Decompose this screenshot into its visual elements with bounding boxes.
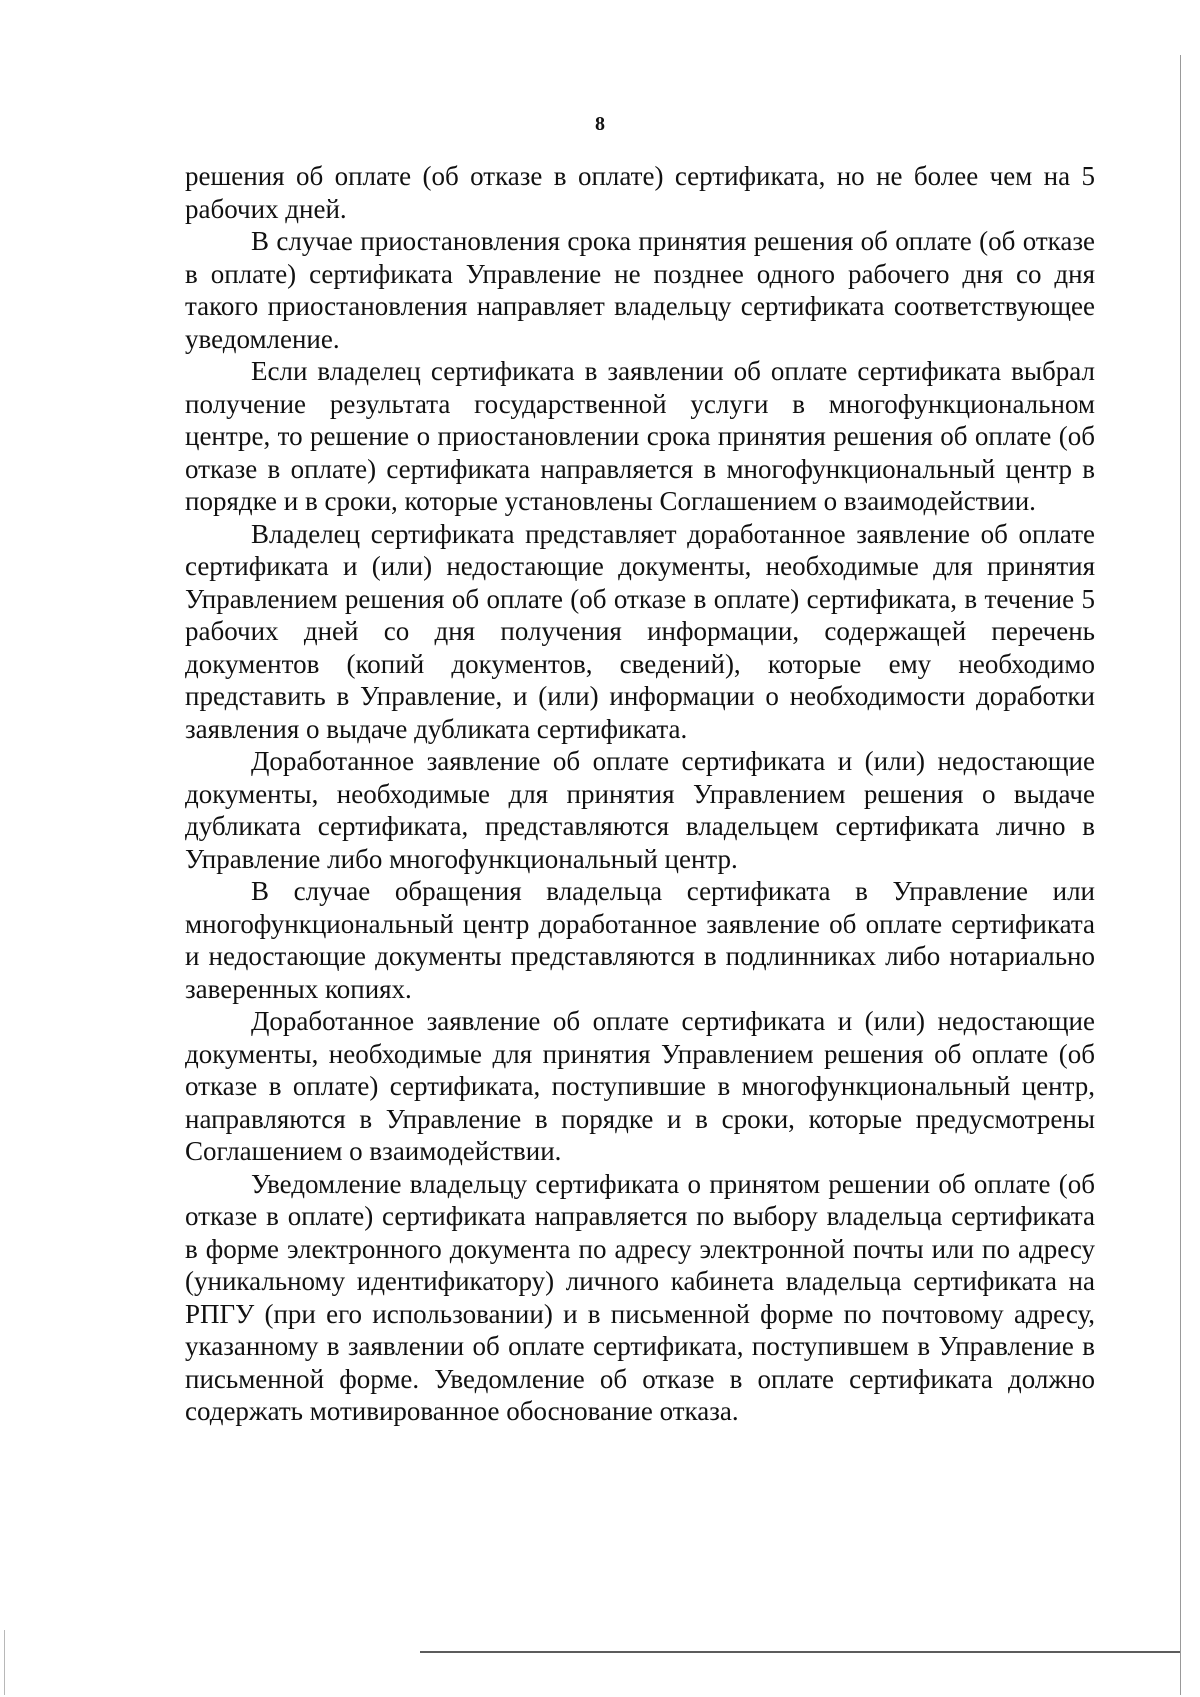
- paragraph-2: В случае приостановления срока принятия решения об оплате (об отказе в оплате) сертификата Управление не позднее одного рабочего дня со дня такого приостановления направляет владельцу сертификата соответствующее уведомление.: [185, 226, 1095, 354]
- scan-edge-right: [1180, 55, 1181, 1695]
- paragraph-8: Уведомление владельцу сертификата о принятом решении об оплате (об отказе в оплате) сертификата направляется по выбору владельца сертификата в форме электронного документа по адресу электронной почты или по адресу (уникальному идентификатору) личного кабинета владельца сертификата на РПГУ (при его использовании) и в письменной форме по почтовому адресу, указанному в заявлении об оплате сертификата, поступившем в Управление в письменной форме. Уведомление об отказе в оплате сертификата должно содержать мотивированное обоснование отказа.: [185, 1168, 1095, 1426]
- scan-edge-bottom: [420, 1651, 1180, 1653]
- paragraph-5: Доработанное заявление об оплате сертификата и (или) недостающие документы, необходимые для принятия Управлением решения о выдаче дубликата сертификата, представляются владельцем сертификата лично в Управление либо многофункциональный центр.: [185, 746, 1095, 874]
- paragraph-4: Владелец сертификата представляет доработанное заявление об оплате сертификата и (или) недостающие документы, необходимые для принятия Управлением решения об оплате (об отказе в оплате) сертификата, в течение 5 рабочих дней со дня получения информации, содержащей перечень документов (копий документов, сведений), которые ему необходимо представить в Управление, и (или) информации о необходимости доработки заявления о выдаче дубликата сертификата.: [185, 518, 1095, 744]
- paragraph-6: В случае обращения владельца сертификата в Управление или многофункциональный центр доработанное заявление об оплате сертификата и недостающие документы представляются в подлинниках либо нотариально заверенных копиях.: [185, 876, 1095, 1004]
- page-number: 8: [595, 113, 605, 135]
- document-body: [185, 160, 1095, 1428]
- paragraph-1: решения об оплате (об отказе в оплате) сертификата, но не более чем на 5 рабочих дней.: [185, 161, 1095, 224]
- paragraph-7: Доработанное заявление об оплате сертификата и (или) недостающие документы, необходимые для принятия Управлением решения об оплате (об отказе в оплате) сертификата, поступившие в многофункциональный центр, направляются в Управление в порядке и в сроки, которые предусмотрены Соглашением о взаимодействии.: [185, 1006, 1095, 1166]
- paragraph-3: Если владелец сертификата в заявлении об оплате сертификата выбрал получение результата государственной услуги в многофункциональном центре, то решение о приостановлении срока принятия решения об оплате (об отказе в оплате) сертификата направляется в многофункциональный центр в порядке и в сроки, которые установлены Соглашением о взаимодействии.: [185, 356, 1095, 516]
- scan-edge-left: [4, 1630, 5, 1695]
